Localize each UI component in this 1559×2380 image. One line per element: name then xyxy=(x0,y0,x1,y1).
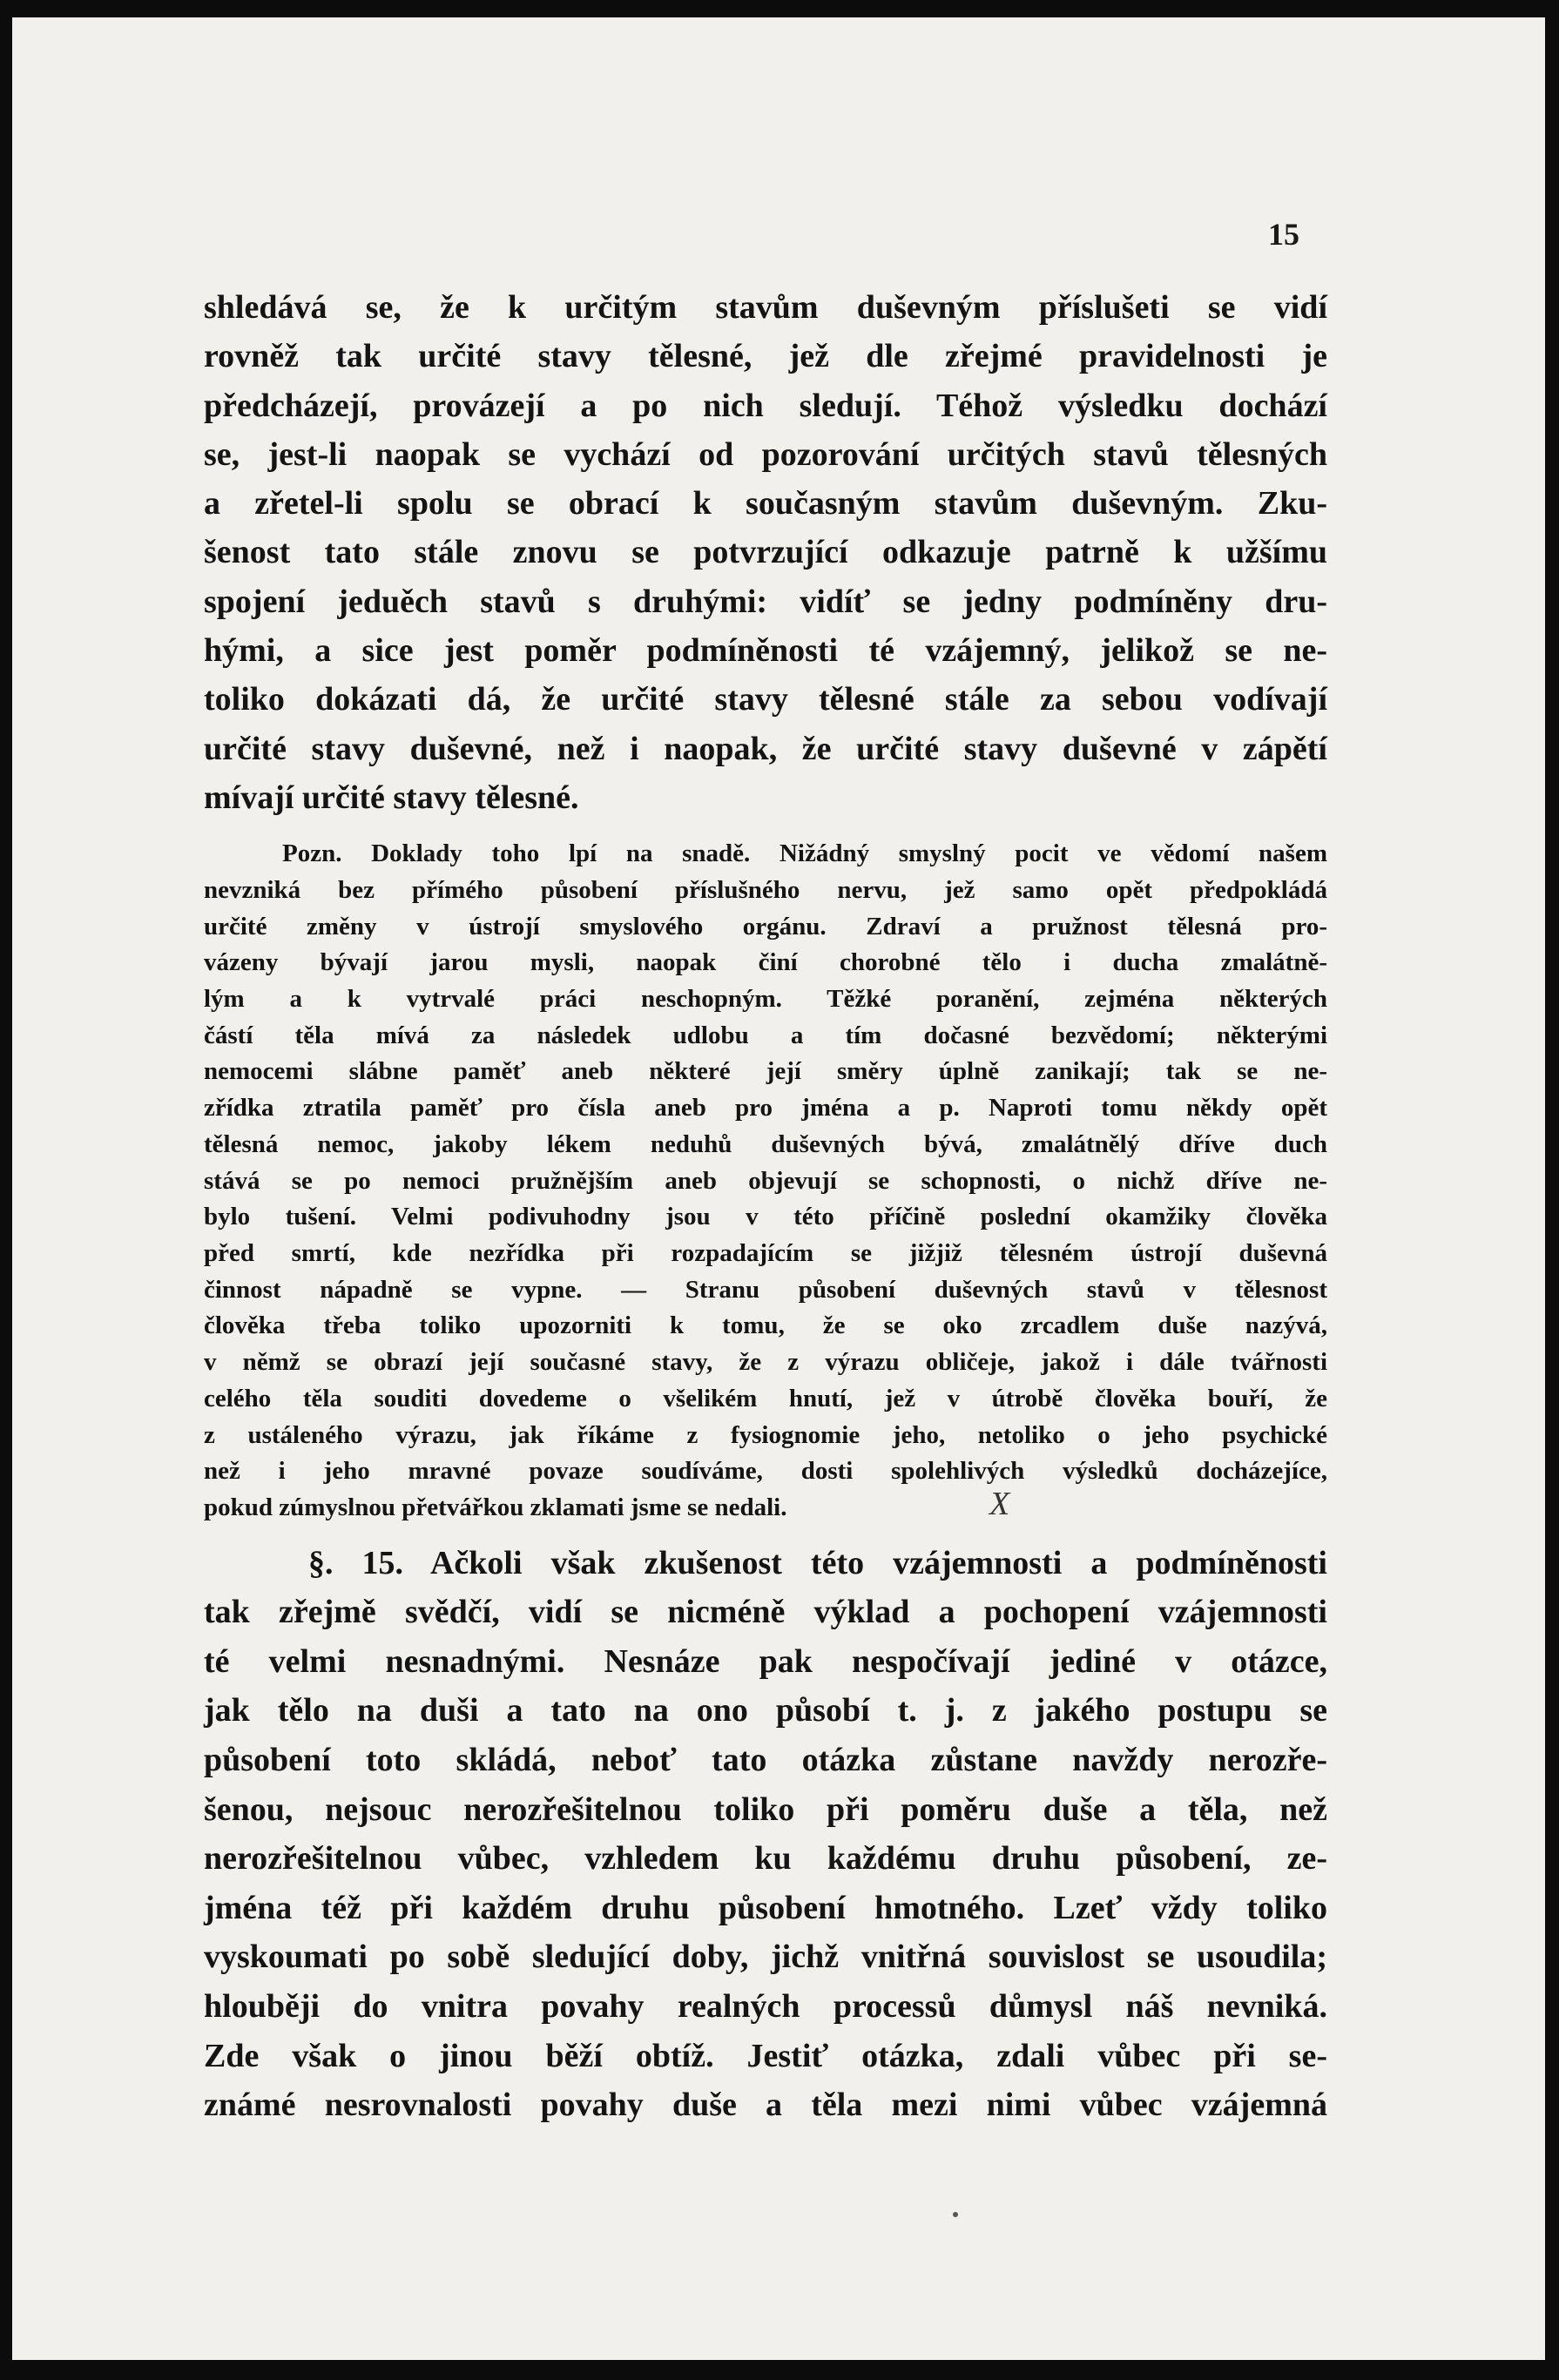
note-line: zřídka ztratila paměť pro čísla aneb pro jména a p. Naproti tomu někdy opět xyxy=(204,1094,1327,1123)
text-line: se, jest-li naopak se vychází od pozorování určitých stavů tělesných xyxy=(204,435,1327,473)
text-line: spojení jeduěch stavů s druhými: vidíť se jedny podmíněny dru- xyxy=(204,583,1327,620)
scan-edge-artifact xyxy=(12,122,23,174)
note-line: tělesná nemoc, jakoby lékem neduhů duševných bývá, zmalátnělý dříve duch xyxy=(204,1129,1327,1158)
note-line: lým a k vytrvalé práci neschopným. Těžké poranění, zejména některých xyxy=(204,985,1327,1014)
section-line: jak tělo na duši a tato na ono působí t. j. z jakého postupu se xyxy=(204,1692,1327,1729)
main-paragraph xyxy=(204,283,1327,822)
section-line: působení toto skládá, neboť tato otázka zůstane navždy nerozře- xyxy=(204,1742,1327,1778)
note-line: částí těla mívá za následek udlobu a tím dočasné bezvědomí; některými xyxy=(204,1021,1327,1049)
note-line: Pozn. Doklady toho lpí na snadě. Nižádný smyslný pocit ve vědomí našem xyxy=(282,839,1327,868)
section-line: jména též při každém druhu působení hmotného. Lzeť vždy toliko xyxy=(204,1889,1327,1926)
note-line: než i jeho mravné povaze soudíváme, dosti spolehlivých výsledků docházejíce, xyxy=(204,1457,1327,1486)
section-line: známé nesrovnalosti povahy duše a těla mezi nimi vůbec vzájemná xyxy=(204,2087,1327,2124)
handwritten-mark: X xyxy=(989,1486,1010,1522)
note-paragraph xyxy=(204,836,1327,1526)
section-line: šenou, nejsouc nerozřešitelnou toliko při poměru duše a těla, než xyxy=(204,1790,1327,1828)
section-15 xyxy=(204,1539,1327,2130)
text-block xyxy=(204,283,1327,2130)
text-line: předcházejí, provázejí a po nich sledují. Téhož výsledku dochází xyxy=(204,387,1327,424)
note-line: pokud zúmyslnou přetvářkou zklamati jsme se nedali. xyxy=(204,1493,787,1521)
text-line: toliko dokázati dá, že určité stavy tělesné stále za sebou vodívají xyxy=(204,681,1327,718)
note-line: činnost nápadně se vypne. — Stranu působení duševných stavů v tělesnost xyxy=(204,1275,1327,1304)
section-line: §. 15. Ačkoli však zkušenost této vzájemnosti a podmíněnosti xyxy=(308,1544,1327,1581)
book-page xyxy=(12,17,1545,2360)
note-line: v němž se obrazí její současné stavy, že z výrazu obličeje, jakož i dále tvářnosti xyxy=(204,1348,1327,1377)
section-line: Zde však o jinou běží obtíž. Jestiť otázka, zdali vůbec při se- xyxy=(204,2037,1327,2074)
note-line: nevzniká bez přímého působení příslušného nervu, jež samo opět předpokládá xyxy=(204,875,1327,904)
text-line: mívají určité stavy tělesné. xyxy=(204,779,579,816)
ink-speck xyxy=(953,2212,958,2217)
section-line: té velmi nesnadnými. Nesnáze pak nespočívají jediné v otázce, xyxy=(204,1642,1327,1680)
text-line: určité stavy duševné, než i naopak, že určité stavy duševné v zápětí xyxy=(204,730,1327,767)
text-line: a zřetel-li spolu se obrací k současným stavům duševným. Zku- xyxy=(204,485,1327,523)
text-line: rovněž tak určité stavy tělesné, jež dle zřejmé pravidelnosti je xyxy=(204,338,1327,375)
text-line: šenost tato stále znovu se potvrzující odkazuje patrně k užšímu xyxy=(204,534,1327,571)
section-line: hlouběji do vnitra povahy realných processů důmysl náš nevniká. xyxy=(204,1987,1327,2025)
note-line: z ustáleného výrazu, jak říkáme z fysiognomie jeho, netoliko o jeho psychické xyxy=(204,1420,1327,1449)
section-line: tak zřejmě svědčí, vidí se nicméně výklad a pochopení vzájemnosti xyxy=(204,1594,1327,1631)
note-line: určité změny v ústrojí smyslového orgánu. Zdraví a pružnost tělesná pro- xyxy=(204,912,1327,941)
note-line: člověka třeba toliko upozorniti k tomu, že se oko zrcadlem duše nazývá, xyxy=(204,1311,1327,1340)
text-line: hými, a sice jest poměr podmíněnosti té vzájemný, jelikož se ne- xyxy=(204,632,1327,670)
note-line: bylo tušení. Velmi podivuhodny jsou v této příčině poslední okamžiky člověka xyxy=(204,1203,1327,1231)
note-line: stává se po nemoci pružnějším aneb objevují se schopnosti, o nichž dříve ne- xyxy=(204,1166,1327,1195)
section-line: vyskoumati po sobě sledující doby, jichž vnitřná souvislost se usoudila; xyxy=(204,1938,1327,1976)
note-line: celého těla souditi dovedeme o všelikém hnutí, jež v útrobě člověka bouří, že xyxy=(204,1384,1327,1412)
note-line: nemocemi slábne paměť aneb některé její směry úplně zanikají; tak se ne- xyxy=(204,1057,1327,1086)
note-line: před smrtí, kde nezřídka při rozpadajícím se jižjiž tělesném ústrojí duševná xyxy=(204,1239,1327,1267)
section-line: nerozřešitelnou vůbec, vzhledem ku každému druhu působení, ze- xyxy=(204,1840,1327,1878)
text-line: shledává se, že k určitým stavům duševným příslušeti se vidí xyxy=(204,289,1327,326)
page-number: 15 xyxy=(1268,217,1299,252)
note-line: vázeny bývají jarou mysli, naopak činí chorobné tělo i ducha zmalátně- xyxy=(204,948,1327,977)
